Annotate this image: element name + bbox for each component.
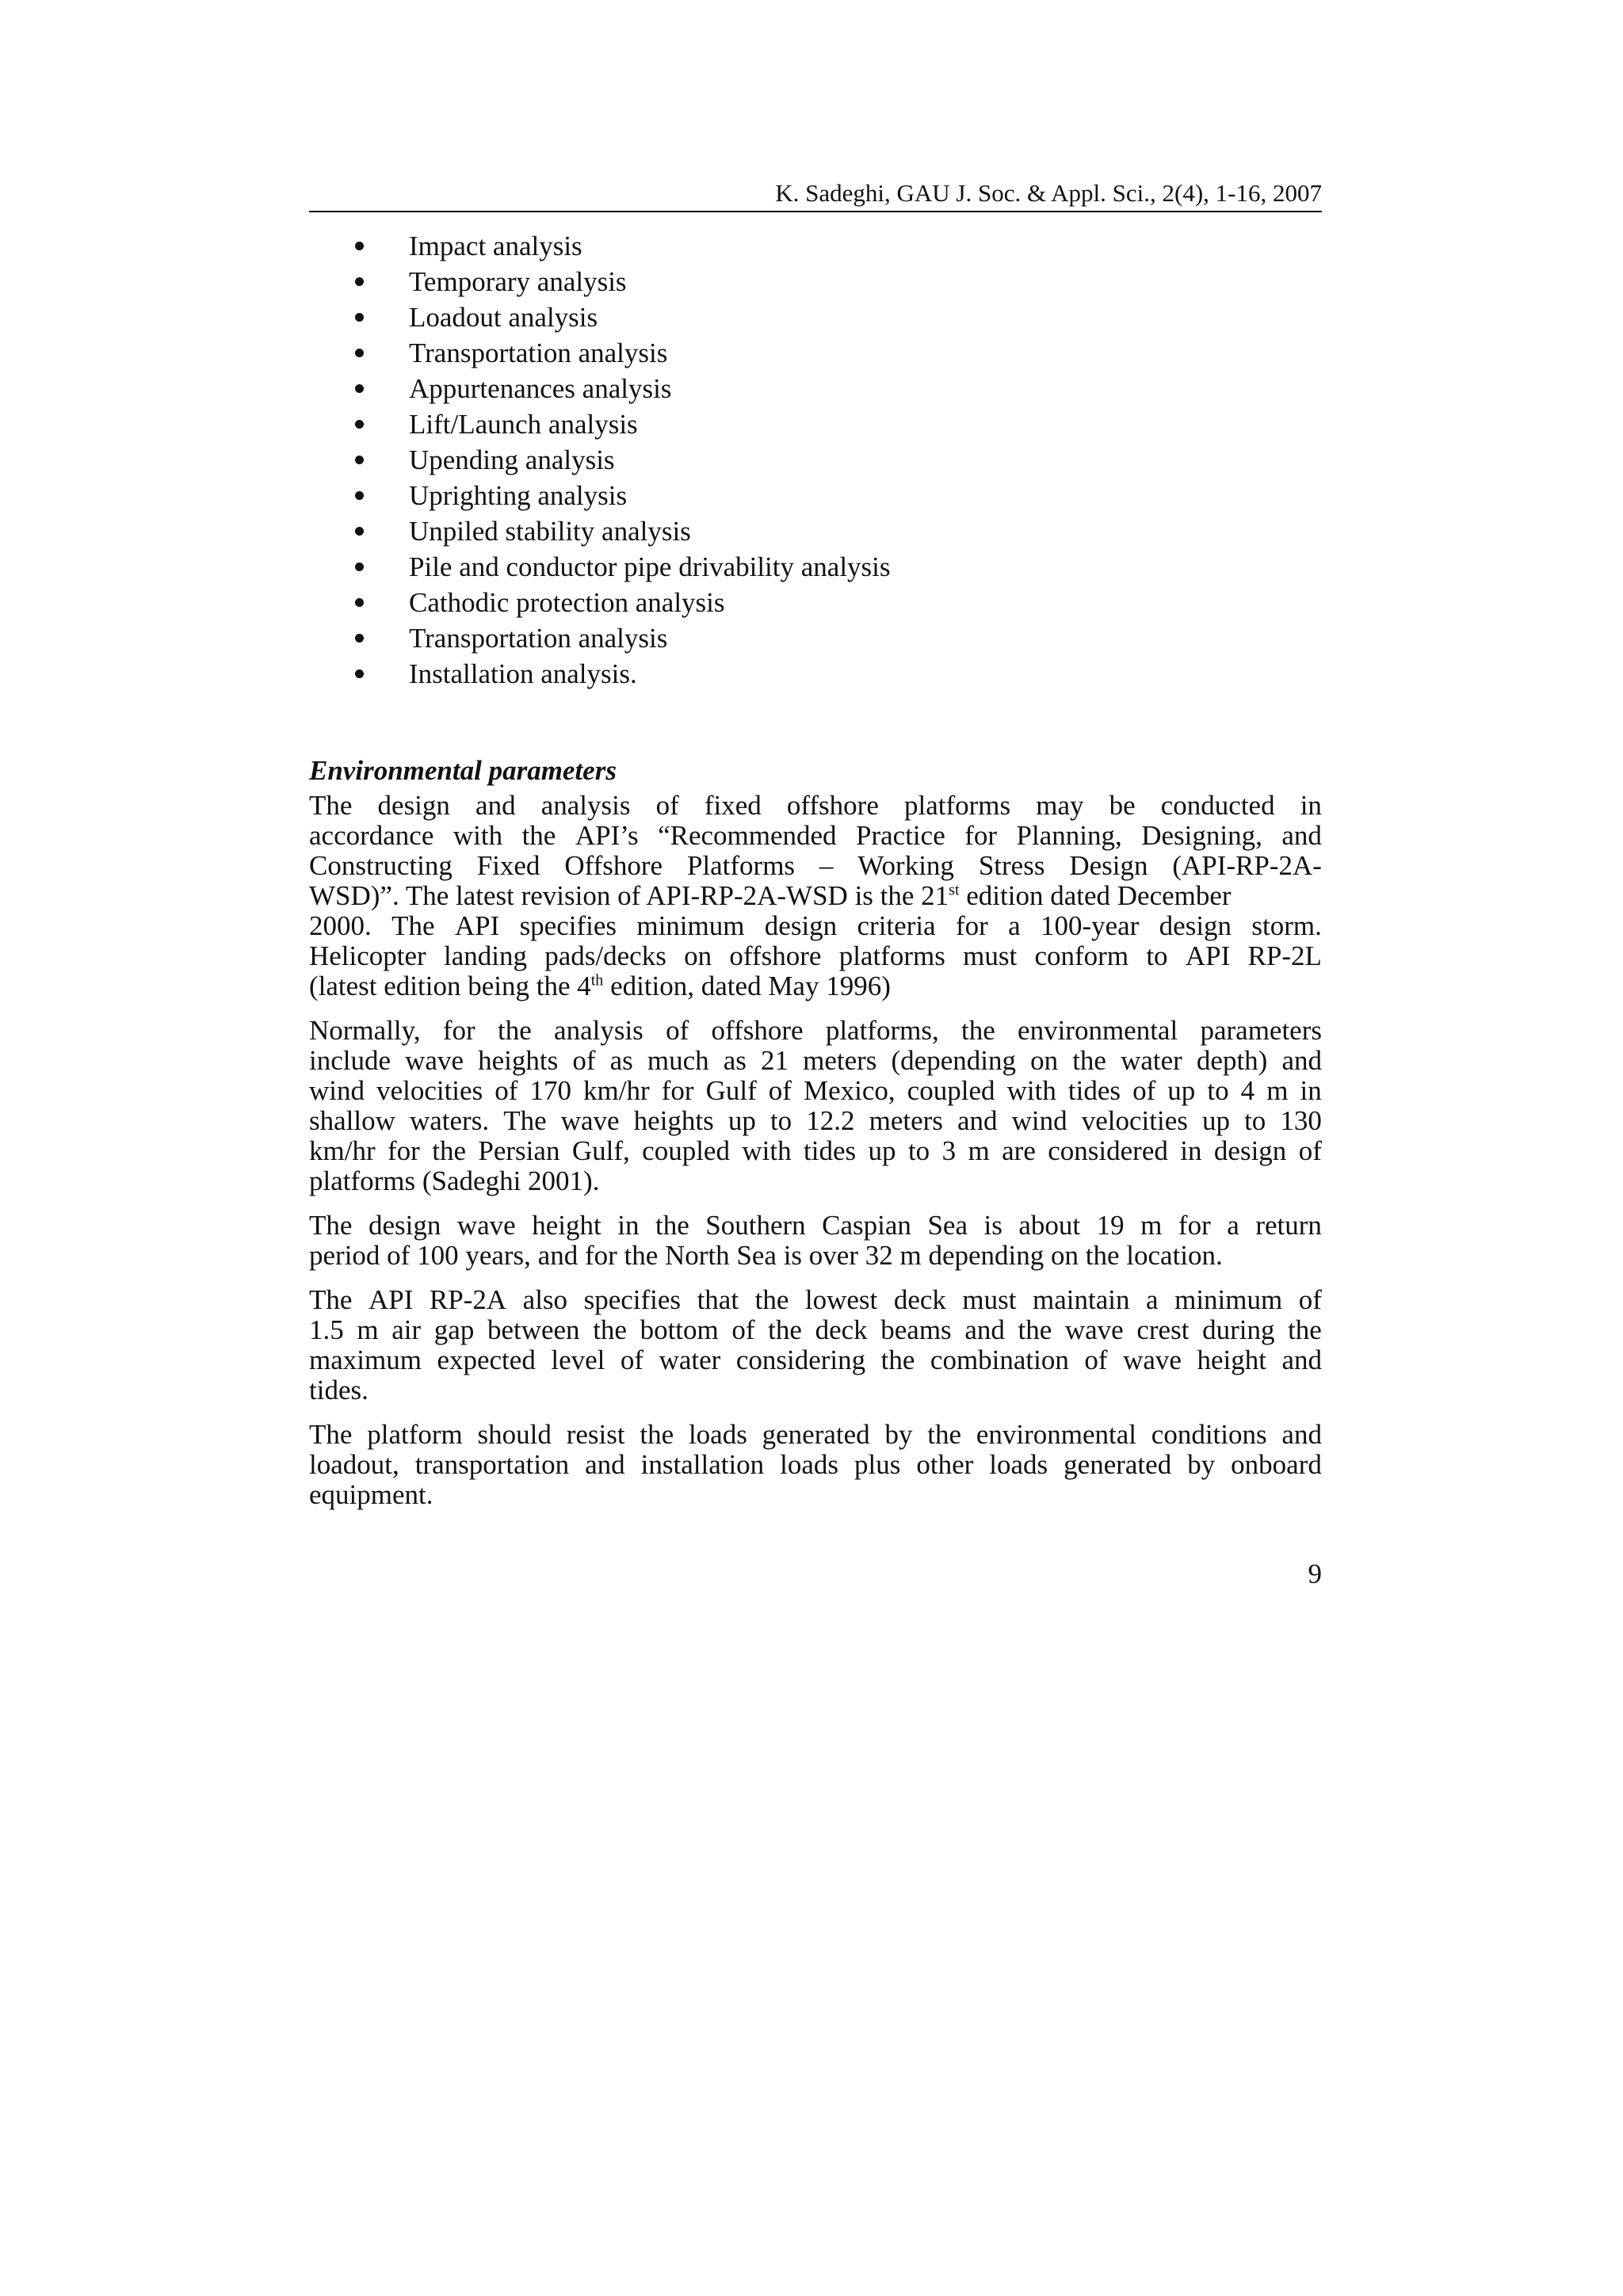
word: the — [754, 1284, 789, 1315]
word: the — [880, 1344, 915, 1375]
page-number: 9 — [1308, 1558, 1322, 1589]
word: of — [1298, 1284, 1322, 1315]
word: wind — [1011, 1105, 1067, 1136]
word: wave — [1064, 1314, 1124, 1345]
bullet-icon — [355, 349, 364, 357]
bullet-item — [355, 620, 1227, 656]
word: minimum — [1174, 1284, 1283, 1315]
word: m — [1266, 1075, 1289, 1106]
word: of — [768, 1075, 792, 1106]
text-line — [309, 851, 1322, 881]
word: in — [617, 1210, 640, 1241]
word: to — [1146, 940, 1168, 971]
word: with — [453, 820, 503, 851]
word: 130 — [1280, 1105, 1322, 1136]
bullet-text: Loadout analysis — [409, 302, 598, 333]
word: Southern — [705, 1210, 806, 1241]
word: platforms — [903, 790, 1011, 821]
word: maintain — [1033, 1284, 1130, 1315]
word: in — [1300, 1075, 1322, 1106]
text-line: tides. — [309, 1375, 369, 1405]
bullet-item — [355, 335, 1227, 371]
bullet-icon — [355, 598, 364, 607]
word: velocities — [1081, 1105, 1188, 1136]
word: in — [1300, 790, 1322, 821]
word: offshore — [786, 790, 879, 821]
superscript: th — [590, 971, 604, 990]
word: on — [1030, 1045, 1059, 1076]
text-line: equipment. — [309, 1479, 433, 1510]
word: km/hr — [309, 1135, 376, 1166]
text-line — [309, 1211, 1322, 1241]
word: air — [391, 1314, 422, 1345]
word: Planning, — [1016, 820, 1122, 851]
word: Gulf — [705, 1075, 757, 1106]
word: loads — [989, 1449, 1048, 1480]
word: conducted — [1160, 790, 1275, 821]
running-header: K. Sadeghi, GAU J. Soc. & Appl. Sci., 2(4), 1-16, 2007 — [309, 176, 1322, 212]
text-line — [309, 971, 1322, 1001]
word: Constructing — [309, 850, 453, 881]
bullet-text: Cathodic protection analysis — [409, 587, 725, 618]
word: the — [593, 1314, 627, 1345]
word: up — [868, 1135, 896, 1166]
word: RP-2L — [1247, 940, 1322, 971]
text-run: (latest edition being the 4 — [309, 971, 591, 1001]
word: height — [1197, 1344, 1266, 1375]
word: and — [475, 790, 516, 821]
section-heading: Environmental parameters — [309, 755, 617, 786]
word: landing — [444, 940, 527, 971]
word: of — [572, 1045, 596, 1076]
word: up — [1201, 1105, 1230, 1136]
word: for — [442, 1015, 475, 1046]
word: 4 — [1240, 1075, 1255, 1106]
word: up — [727, 1105, 756, 1136]
word: meters — [803, 1045, 877, 1076]
word: with — [742, 1135, 792, 1166]
word: be — [1109, 790, 1136, 821]
word: km/hr — [583, 1075, 650, 1106]
bullet-item — [355, 478, 1227, 513]
text-line — [309, 881, 1322, 911]
word: design — [764, 910, 838, 941]
word: Stress — [978, 850, 1045, 881]
word: and — [1281, 1344, 1322, 1375]
word: Practice — [856, 820, 945, 851]
bullet-icon — [355, 456, 364, 464]
word: include — [309, 1045, 391, 1076]
word: offshore — [729, 940, 822, 971]
word: a — [1008, 910, 1021, 941]
text-line — [309, 1450, 1322, 1480]
word: pads/decks — [544, 940, 666, 971]
word: of — [495, 1075, 518, 1106]
word: during — [1202, 1314, 1275, 1345]
word: and — [957, 1105, 998, 1136]
word: waters. — [409, 1105, 490, 1136]
bullet-text: Lift/Launch analysis — [409, 409, 638, 440]
word: a — [1146, 1284, 1159, 1315]
word: wave — [405, 1045, 464, 1076]
word: specifies — [583, 1284, 682, 1315]
word: may — [1036, 790, 1084, 821]
word: lowest — [804, 1284, 878, 1315]
word: 1.5 — [309, 1314, 344, 1345]
word: conform — [1034, 940, 1129, 971]
text-run: WSD)”. The latest revision of API-RP-2A-WSD is the 21 — [309, 880, 949, 911]
word: the — [432, 1135, 466, 1166]
superscript: st — [949, 881, 960, 899]
word: the — [1072, 1045, 1106, 1076]
word: must — [963, 940, 1018, 971]
word: other — [916, 1449, 974, 1480]
word: coupled — [642, 1135, 730, 1166]
word: to — [769, 1105, 792, 1136]
text-line — [309, 791, 1322, 821]
paragraph-environmental-loads — [309, 1016, 1322, 1196]
word: The — [391, 910, 435, 941]
word: tides — [1067, 1075, 1121, 1106]
word: water — [1121, 1045, 1182, 1076]
word: The — [309, 1210, 353, 1241]
text-run: edition dated December — [959, 880, 1232, 911]
text-line — [309, 941, 1322, 971]
bullet-item — [355, 549, 1227, 585]
word: should — [477, 1419, 552, 1450]
word: 3 — [941, 1135, 957, 1166]
word: tides — [804, 1135, 857, 1166]
word: m — [968, 1135, 990, 1166]
text-line — [309, 1136, 1322, 1166]
word: Offshore — [564, 850, 663, 881]
word: accordance — [309, 820, 434, 851]
bullet-text: Pile and conductor pipe drivability analysis — [409, 551, 891, 582]
word: depth) — [1196, 1045, 1268, 1076]
word: of — [666, 1015, 689, 1046]
word: analysis — [540, 790, 631, 821]
word: to — [1244, 1105, 1266, 1136]
word: the — [498, 1015, 532, 1046]
word: m — [357, 1314, 379, 1345]
word: storm. — [1251, 910, 1322, 941]
word: Designing, — [1141, 820, 1262, 851]
word: (depending — [891, 1045, 1016, 1076]
word: “Recommended — [658, 820, 837, 851]
bullet-item — [355, 228, 1227, 264]
text-line — [309, 1106, 1322, 1136]
word: for — [1178, 1210, 1211, 1241]
word: wave — [560, 1105, 620, 1136]
word: much — [647, 1045, 709, 1076]
word: level — [551, 1344, 605, 1375]
word: Gulf, — [571, 1135, 630, 1166]
word: 170 — [529, 1075, 571, 1106]
word: API — [454, 910, 500, 941]
paragraph-air-gap — [309, 1285, 1322, 1405]
word: environmental — [976, 1419, 1136, 1450]
bullet-text: Transportation analysis — [409, 338, 668, 368]
word: crest — [1136, 1314, 1190, 1345]
word: the — [1288, 1314, 1322, 1345]
word: by — [1187, 1449, 1216, 1480]
text-line: period of 100 years, and for the North Sea is over 32 m depending on the location. — [309, 1240, 1223, 1271]
word: heights — [633, 1105, 714, 1136]
word: are — [1002, 1135, 1036, 1166]
word: considering — [735, 1344, 866, 1375]
word: platform — [367, 1419, 463, 1450]
word: meters — [869, 1105, 943, 1136]
word: minimum — [636, 910, 745, 941]
bullet-icon — [355, 384, 364, 393]
word: platforms, — [825, 1015, 939, 1046]
word: coupled — [907, 1075, 995, 1106]
word: gap — [433, 1314, 475, 1345]
word: must — [962, 1284, 1017, 1315]
text-line — [309, 1345, 1322, 1375]
word: plus — [854, 1449, 901, 1480]
word: generated — [1064, 1449, 1172, 1480]
word: in — [1180, 1135, 1202, 1166]
word: 12.2 — [806, 1105, 855, 1136]
bullet-item — [355, 264, 1227, 299]
word: for — [661, 1075, 694, 1106]
word: Platforms — [686, 850, 796, 881]
word: of — [620, 1344, 644, 1375]
bullet-icon — [355, 563, 364, 571]
word: offshore — [711, 1015, 804, 1046]
word: specifies — [519, 910, 617, 941]
word: and — [1281, 820, 1322, 851]
word: transportation — [414, 1449, 570, 1480]
word: expected — [437, 1344, 536, 1375]
word: about — [1018, 1210, 1081, 1241]
analysis-bullet-list — [355, 228, 1227, 692]
word: maximum — [309, 1344, 422, 1375]
word: API’s — [575, 820, 639, 851]
bullet-text: Appurtenances analysis — [409, 373, 672, 404]
word: return — [1255, 1210, 1322, 1241]
word: the — [960, 1015, 995, 1046]
word: The — [309, 1284, 353, 1315]
word: environmental — [1018, 1015, 1178, 1046]
line-text — [309, 881, 1232, 911]
word: loads — [688, 1419, 747, 1450]
bullet-icon — [355, 634, 364, 643]
text-line — [309, 821, 1322, 851]
word: considered — [1048, 1135, 1168, 1166]
word: for — [955, 910, 988, 941]
word: – — [819, 850, 834, 881]
word: installation — [640, 1449, 765, 1480]
bullet-icon — [355, 242, 364, 250]
word: that — [697, 1284, 739, 1315]
word: 19 — [1096, 1210, 1125, 1241]
word: the — [1018, 1314, 1052, 1345]
word: with — [1006, 1075, 1056, 1106]
word: heights — [478, 1045, 559, 1076]
bullet-text: Upending analysis — [409, 444, 615, 475]
word: parameters — [1200, 1015, 1322, 1046]
word: of — [655, 790, 679, 821]
word: loads — [780, 1449, 839, 1480]
word: up — [1167, 1075, 1196, 1106]
word: and — [964, 1314, 1005, 1345]
word: fixed — [704, 790, 762, 821]
word: API — [368, 1284, 414, 1315]
text-line — [309, 911, 1322, 941]
word: of — [1084, 1344, 1108, 1375]
bullet-text: Uprighting analysis — [409, 480, 628, 511]
word: onboard — [1231, 1449, 1322, 1480]
word: the — [927, 1419, 962, 1450]
word: the — [640, 1419, 674, 1450]
word: water — [659, 1344, 721, 1375]
word: to — [1207, 1075, 1229, 1106]
word: design — [377, 790, 450, 821]
word: deck — [893, 1284, 946, 1315]
text-line — [309, 1076, 1322, 1106]
word: 21 — [761, 1045, 789, 1076]
word: of — [1298, 1135, 1322, 1166]
bullet-icon — [355, 420, 364, 429]
word: deck — [815, 1314, 868, 1345]
word: to — [907, 1135, 930, 1166]
bullet-text: Unpiled stability analysis — [409, 516, 691, 547]
word: also — [522, 1284, 568, 1315]
word: m — [1140, 1210, 1163, 1241]
word: as — [723, 1045, 747, 1076]
word: 100-year — [1040, 910, 1140, 941]
word: Sea — [927, 1210, 968, 1241]
word: conditions — [1151, 1419, 1267, 1450]
word: analysis — [554, 1015, 643, 1046]
word: generated — [762, 1419, 870, 1450]
bullet-icon — [355, 527, 364, 536]
word: resist — [566, 1419, 625, 1450]
word: combination — [930, 1344, 1069, 1375]
word: and — [1281, 1419, 1322, 1450]
word: between — [487, 1314, 580, 1345]
word: Mexico, — [804, 1075, 896, 1106]
word: bottom — [640, 1314, 719, 1345]
bullet-text: Impact analysis — [409, 231, 582, 261]
word: shallow — [309, 1105, 395, 1136]
bullet-icon — [355, 669, 364, 678]
bullet-item — [355, 442, 1227, 478]
text-line: platforms (Sadeghi 2001). — [309, 1165, 600, 1196]
word: Working — [857, 850, 954, 881]
bullet-item — [355, 406, 1227, 442]
word: design — [1213, 1135, 1287, 1166]
word: as — [609, 1045, 633, 1076]
text-line — [309, 1285, 1322, 1315]
bullet-item — [355, 656, 1227, 692]
word: Normally, — [309, 1015, 421, 1046]
word: is — [983, 1210, 1002, 1241]
word: height — [532, 1210, 601, 1241]
word: the — [768, 1314, 802, 1345]
word: Design — [1069, 850, 1148, 881]
text-line — [309, 1420, 1322, 1450]
bullet-item — [355, 371, 1227, 406]
text-line — [309, 1315, 1322, 1345]
bullet-icon — [355, 277, 364, 286]
word: criteria — [857, 910, 936, 941]
text-line — [309, 1046, 1322, 1076]
word: loadout, — [309, 1449, 399, 1480]
word: of — [1132, 1075, 1156, 1106]
word: and — [585, 1449, 625, 1480]
word: of — [731, 1314, 755, 1345]
word: the — [655, 1210, 689, 1241]
bullet-icon — [355, 313, 364, 322]
paragraph-design-wave-height — [309, 1211, 1322, 1271]
word: The — [309, 1419, 353, 1450]
word: a — [1227, 1210, 1239, 1241]
text-line — [309, 1016, 1322, 1046]
word: 2000. — [309, 910, 372, 941]
word: wave — [1123, 1344, 1182, 1375]
word: platforms — [838, 940, 945, 971]
word: for — [388, 1135, 420, 1166]
word: velocities — [376, 1075, 483, 1106]
word: API — [1185, 940, 1231, 971]
bullet-item — [355, 585, 1227, 620]
word: design — [368, 1210, 441, 1241]
paragraph-api-standards — [309, 791, 1322, 1001]
word: for — [964, 820, 998, 851]
word: by — [884, 1419, 913, 1450]
bullet-text: Temporary analysis — [409, 266, 627, 297]
word: on — [684, 940, 712, 971]
text-run: edition, dated May 1996) — [603, 971, 891, 1001]
word: Fixed — [476, 850, 540, 881]
word: The — [503, 1105, 547, 1136]
bullet-item — [355, 513, 1227, 549]
word: Helicopter — [309, 940, 426, 971]
word: Persian — [478, 1135, 560, 1166]
word: Caspian — [822, 1210, 911, 1241]
word: RP-2A — [429, 1284, 507, 1315]
bullet-text: Transportation analysis — [409, 623, 668, 654]
word: the — [521, 820, 556, 851]
bullet-text: Installation analysis. — [409, 658, 637, 689]
word: and — [1281, 1045, 1322, 1076]
word: design — [1159, 910, 1232, 941]
bullet-icon — [355, 491, 364, 500]
paragraph-platform-loads — [309, 1420, 1322, 1510]
bullet-item — [355, 299, 1227, 335]
word: The — [309, 790, 353, 821]
word: (API-RP-2A- — [1172, 850, 1322, 881]
word: wave — [456, 1210, 516, 1241]
word: wind — [309, 1075, 365, 1106]
word: beams — [880, 1314, 952, 1345]
